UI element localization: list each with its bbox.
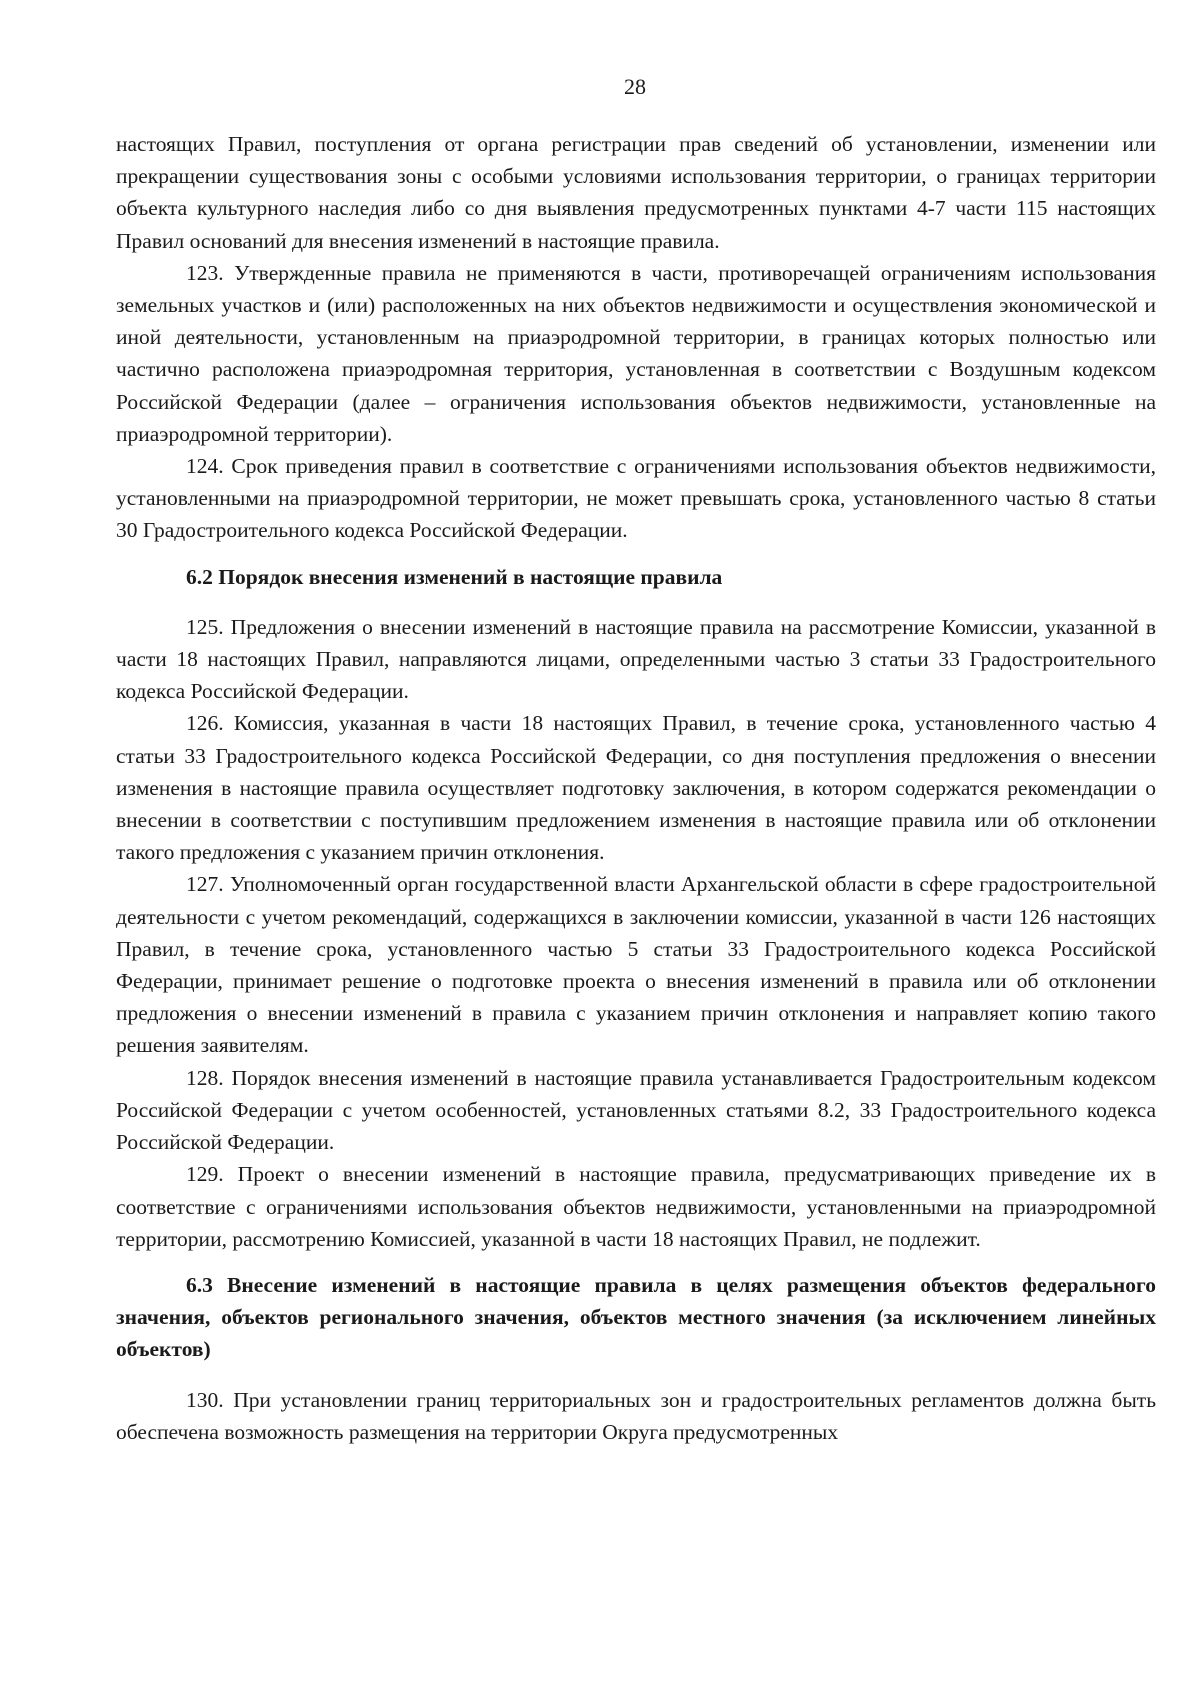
paragraph-123: 123. Утвержденные правила не применяются в части, противоречащей ограничениям использования земельных участков и (или) расположенных на них объектов недвижимости и осуществления экономической и иной деятельности, установленным на приаэродромной территории, в границах которых полностью или частично расположена приаэродромная территория, установленная в соответствии с Воздушным кодексом Российской Федерации (далее – ограничения использования объектов недвижимости, установленные на приаэродромной территории). [116,260,1156,446]
section-heading-6-3: 6.3 Внесение изменений в настоящие правила в целях размещения объектов федерального значения, объектов регионального значения, объектов местного значения (за исключением линейных объектов) [116,1272,1156,1362]
paragraph-128: 128. Порядок внесения изменений в настоящие правила устанавливается Градостроительным кодексом Российской Федерации с учетом особенностей, установленных статьями 8.2, 33 Градостроительного кодекса Российской Федерации. [116,1065,1156,1155]
paragraph-126: 126. Комиссия, указанная в части 18 настоящих Правил, в течение срока, установленного частью 4 статьи 33 Градостроительного кодекса Российской Федерации, со дня поступления предложения о внесении изменения в настоящие правила осуществляет подготовку заключения, в котором содержатся рекомендации о внесении в соответствии с поступившим предложением изменения в настоящие правила или об отклонении такого предложения с указанием причин отклонения. [116,711,1156,865]
page-number: 28 [624,74,646,99]
paragraph-125: 125. Предложения о внесении изменений в настоящие правила на рассмотрение Комиссии, указанной в части 18 настоящих Правил, направляются лицами, определенными частью 3 статьи 33 Градостроительного кодекса Российской Федерации. [116,614,1156,704]
document-body [116,128,1156,1448]
paragraph-129: 129. Проект о внесении изменений в настоящие правила, предусматривающих приведение их в соответствие с ограничениями использования объектов недвижимости, установленными на приаэродромной территории, рассмотрению Комиссией, указанной в части 18 настоящих Правил, не подлежит. [116,1162,1156,1251]
paragraph-continuation: настоящих Правил, поступления от органа регистрации прав сведений об установлении, изменении или прекращении существования зоны с особыми условиями использования территории, о границах территории объекта культурного наследия либо со дня выявления предусмотренных пунктами 4-7 части 115 настоящих Правил оснований для внесения изменений в настоящие правила. [116,132,1156,253]
paragraph-130: 130. При установлении границ территориальных зон и градостроительных регламентов должна быть обеспечена возможность размещения на территории Округа предусмотренных [116,1387,1156,1444]
section-heading-6-2: 6.2 Порядок внесения изменений в настоящие правила [186,564,723,589]
paragraph-124: 124. Срок приведения правил в соответствие с ограничениями использования объектов недвижимости, установленными на приаэродромной территории, не может превышать срока, установленного частью 8 статьи 30 Градостроительного кодекса Российской Федерации. [116,454,1156,543]
paragraph-127: 127. Уполномоченный орган государственной власти Архангельской области в сфере градостроительной деятельности с учетом рекомендаций, содержащихся в заключении комиссии, указанной в части 126 настоящих Правил, в течение срока, установленного частью 5 статьи 33 Градостроительного кодекса Российской Федерации, принимает решение о подготовке проекта о внесения изменений в правила или об отклонении предложения о внесении изменений в правила с указанием причин отклонения и направляет копию такого решения заявителям. [116,872,1156,1058]
